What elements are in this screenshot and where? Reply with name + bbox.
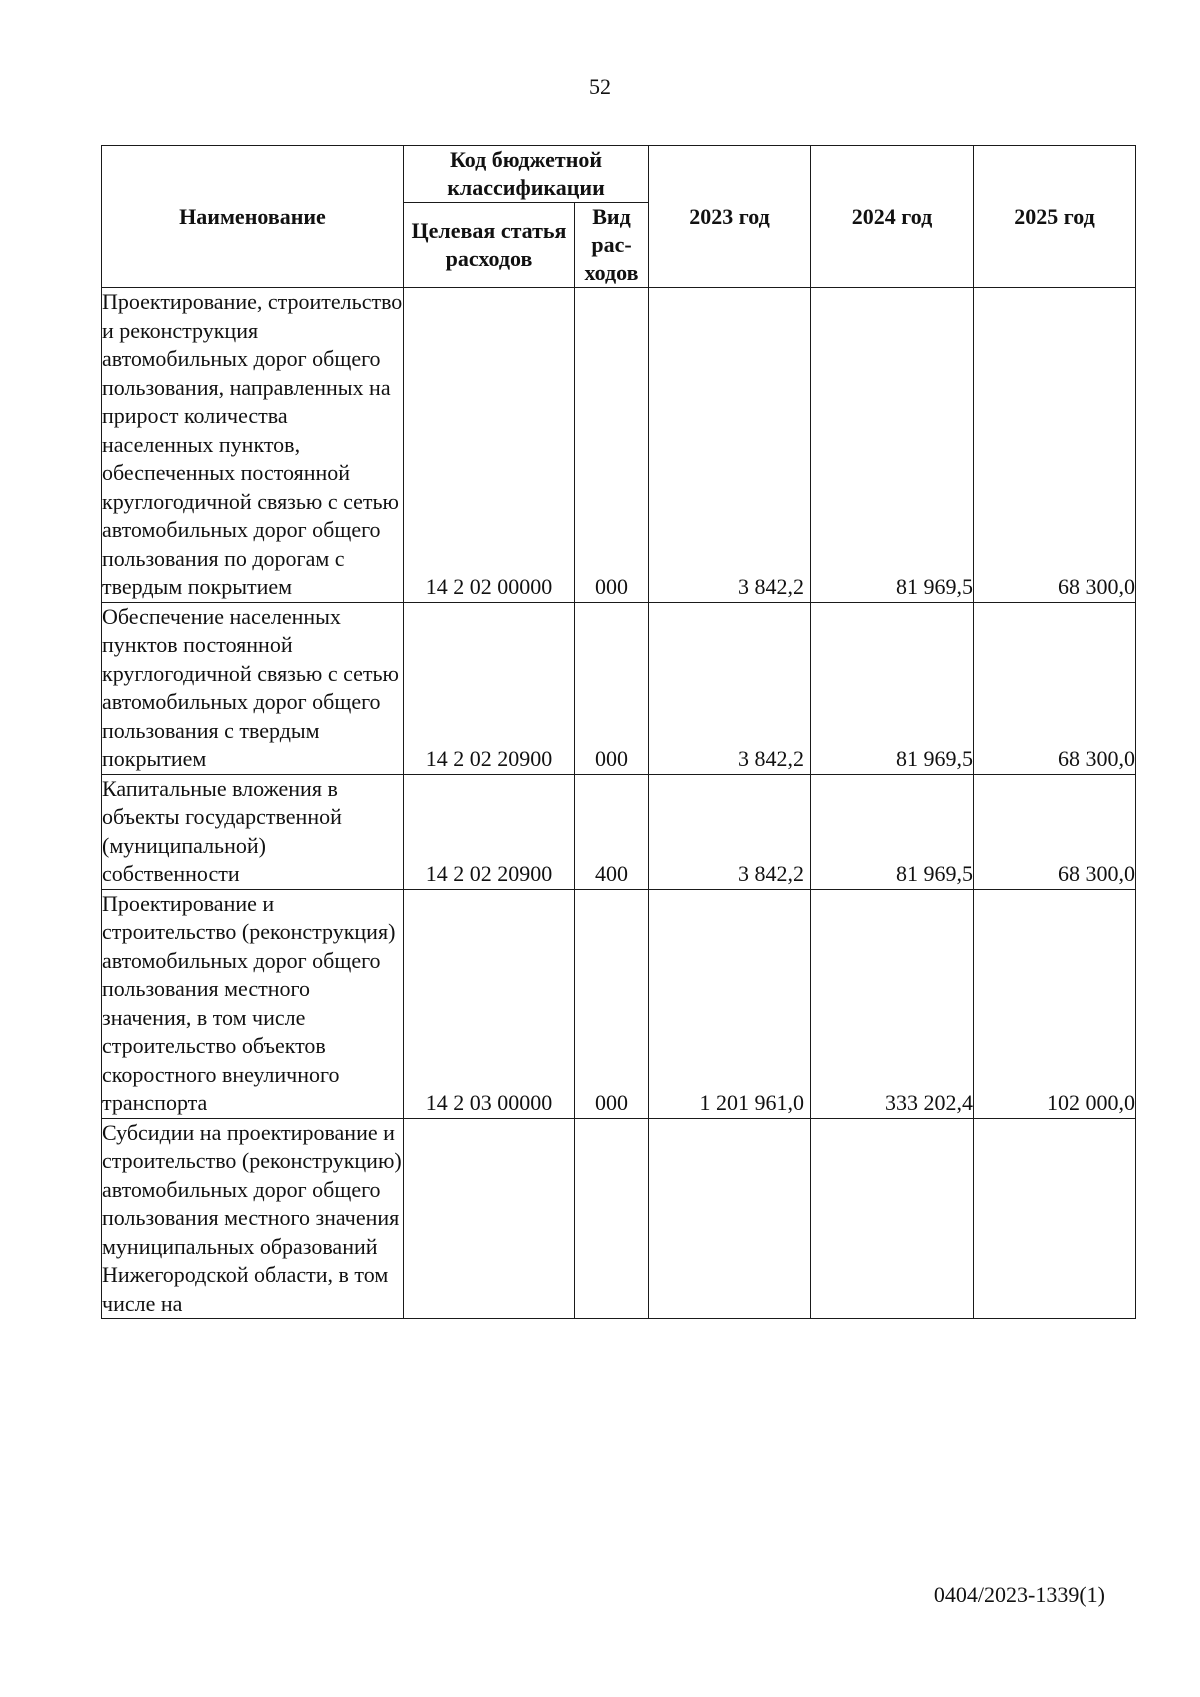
row-name: Обеспечение населенных пунктов постоянной круглогодичной связью с сетью автомобильных дорог общего пользования с твердым покрытием [102, 602, 404, 774]
header-row-1 [102, 146, 1136, 203]
row-value-2025: 68 300,0 [974, 602, 1136, 774]
row-expense-type: 000 [575, 602, 649, 774]
table-row [102, 774, 1136, 889]
budget-table [101, 145, 1136, 1319]
row-name: Субсидии на проектирование и строительство (реконструкцию) автомобильных дорог общего пользования местного значения муниципальных образований Нижегородской области, в том числе на [102, 1118, 404, 1319]
header-budget-code: Код бюджетной классификации [404, 146, 649, 203]
row-expense-type: 000 [575, 889, 649, 1118]
document-code: 0404/2023-1339(1) [933, 1582, 1105, 1607]
row-value-2025: 68 300,0 [974, 288, 1136, 603]
row-value-2024: 81 969,5 [811, 602, 974, 774]
table-row [102, 602, 1136, 774]
row-value-2024: 81 969,5 [811, 774, 974, 889]
row-target-article: 14 2 03 00000 [404, 889, 575, 1118]
row-expense-type [575, 1118, 649, 1319]
row-name: Проектирование, строительство и реконструкция автомобильных дорог общего пользования, направленных на прирост количества населенных пунктов, обеспеченных постоянной круглогодичной связью с сетью автомобильных дорог общего пользования по дорогам с твердым покрытием [102, 288, 404, 603]
header-name: Наименование [102, 146, 404, 288]
row-expense-type: 000 [575, 288, 649, 603]
row-value-2025: 68 300,0 [974, 774, 1136, 889]
table-row [102, 288, 1136, 603]
header-year-2023: 2023 год [649, 146, 811, 288]
page-number: 52 [589, 74, 611, 99]
row-name: Проектирование и строительство (реконструкция) автомобильных дорог общего пользования местного значения, в том числе строительство объектов скоростного внеуличного транспорта [102, 889, 404, 1118]
row-value-2024: 81 969,5 [811, 288, 974, 603]
row-expense-type: 400 [575, 774, 649, 889]
header-year-2024: 2024 год [811, 146, 974, 288]
header-target-article: Целевая статья расходов [404, 203, 575, 288]
table-row [102, 1118, 1136, 1319]
row-value-2025 [974, 1118, 1136, 1319]
row-value-2023: 3 842,2 [649, 602, 811, 774]
row-value-2023: 3 842,2 [649, 288, 811, 603]
row-name: Капитальные вложения в объекты государственной (муниципальной) собственности [102, 774, 404, 889]
table-row [102, 889, 1136, 1118]
row-target-article: 14 2 02 20900 [404, 602, 575, 774]
row-value-2023: 3 842,2 [649, 774, 811, 889]
row-value-2024: 333 202,4 [811, 889, 974, 1118]
row-value-2025: 102 000,0 [974, 889, 1136, 1118]
row-value-2023: 1 201 961,0 [649, 889, 811, 1118]
header-expense-type: Вид рас-ходов [575, 203, 649, 288]
row-target-article: 14 2 02 20900 [404, 774, 575, 889]
row-value-2023 [649, 1118, 811, 1319]
row-target-article [404, 1118, 575, 1319]
header-year-2025: 2025 год [974, 146, 1136, 288]
row-value-2024 [811, 1118, 974, 1319]
row-target-article: 14 2 02 00000 [404, 288, 575, 603]
